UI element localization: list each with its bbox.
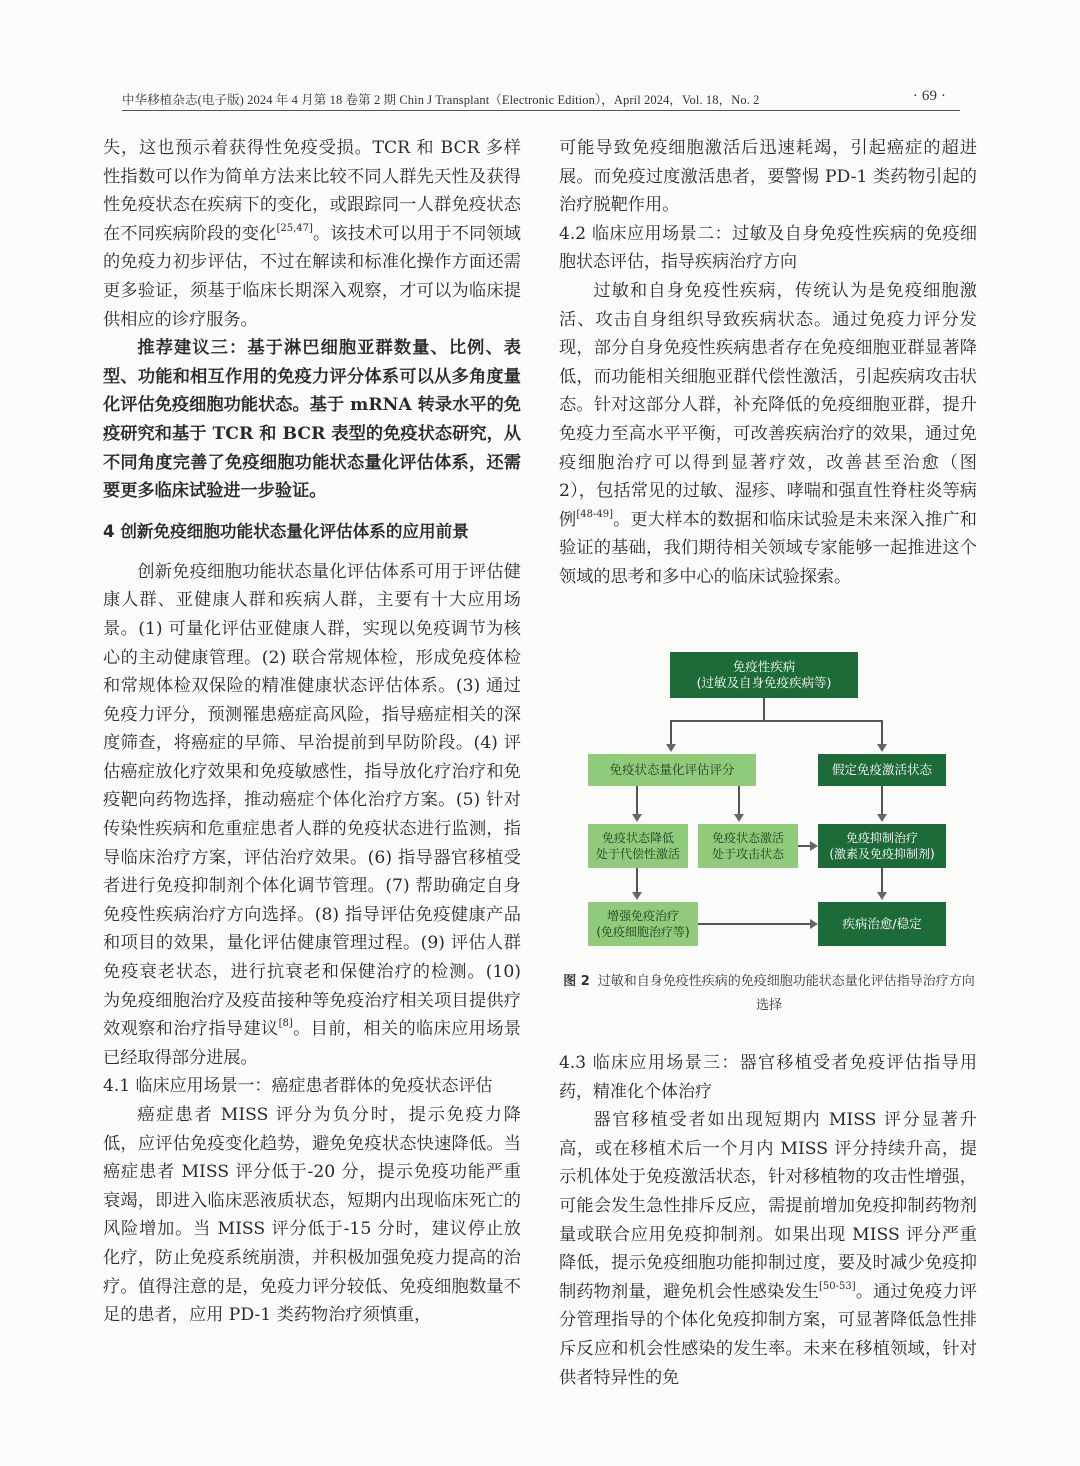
recommendation-three: 推荐建议三：基于淋巴细胞亚群数量、比例、表型、功能和相互作用的免疫力评分体系可以从多角度量化评估免疫细胞功能状态。基于 mRNA 转录水平的免疫研究和基于 TCR 和 BCR 表型的免疫状态研究，从不同角度完善了免疫细胞功能状态量化评估体系，还需要更多临床试验进一步验证。 [103,338,521,502]
node-activated-attack: 免疫状态激活 处于攻击状态 [698,824,798,868]
arrow-icon [877,744,887,752]
paragraph [559,277,977,592]
arrow-icon [877,814,887,822]
running-header [122,88,960,111]
connector [738,786,740,816]
section-heading: 4 创新免疫细胞功能状态量化评估体系的应用前景 [103,521,469,541]
figure-caption [560,970,978,1018]
page-number: · 69 · [912,88,946,104]
text: 。目前，相关的临床应用场景已经取得部分进展。 [103,1019,521,1068]
arrow-icon [632,892,642,900]
journal-citation: 中华移植杂志(电子版) 2024 年 4 月第 18 卷第 2 期 Chin J Transplant（Electronic Edition），April 2024，Vol. 18，No. 2 [122,93,760,107]
right-column [559,134,977,592]
text: 器官移植受者如出现短期内 MISS 评分显著升高，或在移植术后一个月内 MISS 评分持续升高，提示机体处于免疫激活状态，针对移植物的攻击性增强，可能会发生急性排斥反应，需提前增加免疫抑制药物剂量或联合应用免疫抑制剂。如果出现 MISS 评分严重降低，提示免疫细胞功能抑制过度，要及时减少免疫抑制药物剂量，避免机会性感染发生 [559,1110,977,1302]
paragraph: 可能导致免疫细胞激活后迅速耗竭，引起癌症的超进展。而免疫过度激活患者，要警惕 PD-1 类药物引起的治疗脱靶作用。 [559,138,977,216]
node-immune-disease: 免疫性疾病 (过敏及自身免疫疾病等) [670,652,858,698]
caption-label: 图 2 [563,974,590,989]
text: 失，这也预示着获得性免疫受损。TCR 和 BCR 多样性指数可以作为简单方法来比较不同人群先天性及获得性免疫状态在疾病下的变化，或跟踪同一人群免疫状态在不同疾病阶段的变化 [103,138,521,244]
node-reduced-compensatory: 免疫状态降低 处于代偿性激活 [588,824,688,868]
connector [798,845,810,847]
paragraph [559,1106,977,1392]
paragraph: 癌症患者 MISS 评分为负分时，提示免疫力降低，应评估免疫变化趋势，避免免疫状态快速降低。当癌症患者 MISS 评分低于-20 分，提示免疫功能严重衰竭，即进入临床恶液质状态，短期内出现临床死亡的风险增加。当 MISS 评分低于-15 分时，建议停止放化疗，防止免疫系统崩溃，并积极加强免疫力提高的治疗。值得注意的是，免疫力评分较低、免疫细胞数量不足的患者，应用 PD-1 类药物治疗须慎重， [103,1105,521,1326]
connector [670,720,672,746]
connector [881,720,883,746]
paragraph [103,134,521,334]
connector [881,868,883,894]
connector [636,786,638,816]
node-enhance-immunity: 增强免疫治疗 (免疫细胞治疗等) [588,902,698,946]
figure-2-flowchart [584,648,954,960]
node-disease-cured: 疾病治愈/稳定 [818,902,946,946]
subsection-heading: 4.1 临床应用场景一：癌症患者群体的免疫状态评估 [103,1076,493,1097]
citation: [48-49] [576,508,613,520]
node-assumed-activation: 假定免疫激活状态 [818,754,946,786]
paragraph [103,558,521,1073]
citation: [25,47] [276,222,313,234]
connector [670,720,882,722]
connector [636,868,638,894]
citation: [8] [278,1018,293,1030]
text: 。该技术可以用于不同领域的免疫力初步评估，不过在解读和标准化操作方面还需更多验证，须基于临床长期深入观察，才可以为临床提供相应的诊疗服务。 [103,223,521,330]
node-immunosuppression: 免疫抑制治疗 (激素及免疫抑制剂) [818,824,946,868]
connector [698,923,810,925]
arrow-icon [666,744,676,752]
connector [763,698,765,720]
subsection-heading: 4.2 临床应用场景二：过敏及自身免疫性疾病的免疫细胞状态评估，指导疾病治疗方向 [559,223,977,273]
text: 过敏和自身免疫性疾病，传统认为是免疫细胞激活、攻击自身组织导致疾病状态。通过免疫力评分发现，部分自身免疫性疾病患者存在免疫细胞亚群显著降低，而功能相关细胞亚群代偿性激活，引起疾病攻击状态。针对这部分人群，补充降低的免疫细胞亚群，提升免疫力至高水平平衡，可改善疾病治疗的效果，通过免疫细胞治疗可以得到显著疗效，改善甚至治愈（图 2），包括常见的过敏、湿疹、哮喘和强直性脊柱炎等病例 [559,280,977,530]
right-column-lower [559,1049,977,1392]
arrow-icon [810,919,818,929]
text: 创新免疫细胞功能状态量化评估体系可用于评估健康人群、亚健康人群和疾病人群，主要有十大应用场景。(1) 可量化评估亚健康人群，实现以免疫调节为核心的主动健康管理。(2) 联合常规体检，形成免疫体检和常规体检双保险的精准健康状态评估体系。(3) 通过免疫力评分，预测罹患癌症高风险，指导癌症相关的深度筛查，将癌症的早筛、早治提前到早防阶段。(4) 评估癌症放化疗效果和免疫敏感性，指导放化疗治疗和免疫靶向药物选择，推动癌症个体化治疗方案。(5) 针对传染性疾病和危重症患者人群的免疫状态进行监测，指导临床治疗方案，评估治疗效果。(6) 指导器官移植受者进行免疫抑制剂个体化调节管理。(7) 帮助确定自身免疫性疾病治疗方向选择。(8) 指导评估免疫健康产品和项目的效果，量化评估健康管理过程。(9) 评估人群免疫衰老状态，进行抗衰老和保健治疗的检测。(10) 为免疫细胞治疗及疫苗接种等免疫治疗相关项目提供疗效观察和治疗指导建议 [103,561,521,1040]
subsection-heading: 4.3 临床应用场景三：器官移植受者免疫评估指导用药，精准化个体治疗 [559,1053,977,1102]
arrow-icon [734,814,744,822]
text: 。更大样本的数据和临床试验是未来深入推广和验证的基础，我们期待相关领域专家能够一起推进这个领域的思考和多中心的临床试验探索。 [559,509,977,587]
arrow-icon [632,814,642,822]
node-quantitative-assessment: 免疫状态量化评估评分 [588,754,756,786]
left-column [103,134,521,1330]
connector [881,786,883,816]
text: 。通过免疫力评分管理指导的个体化免疫抑制方案，可显著降低急性排斥反应和机会性感染的发生率。未来在移植领域，针对供者特异性的免 [559,1281,977,1388]
citation: [50-53] [819,1280,856,1292]
arrow-icon [877,892,887,900]
caption-text: 过敏和自身免疫性疾病的免疫细胞功能状态量化评估指导治疗方向选择 [597,974,975,1013]
arrow-icon [810,841,818,851]
